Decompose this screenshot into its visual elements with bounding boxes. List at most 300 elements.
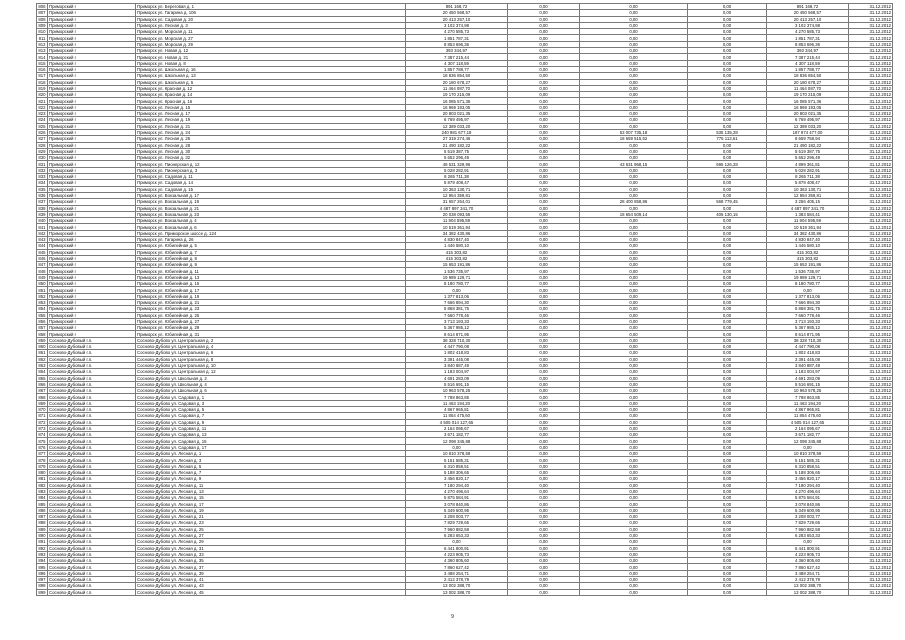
date-cell: 31.12.2012 (849, 92, 893, 98)
value-c-cell: 0,00 (580, 532, 688, 538)
value-c-cell: 0,00 (580, 551, 688, 557)
value-b-cell: 0,00 (508, 501, 580, 507)
value-e-cell: 34 382 430,86 (767, 230, 849, 236)
address-cell: Приморск ул. Садовая д. 11 (136, 174, 406, 180)
value-c-cell: 0,00 (580, 350, 688, 356)
district-cell: Приморский г (48, 16, 136, 22)
value-b-cell: 0,00 (508, 41, 580, 47)
value-a-cell: 18 836 854,50 (406, 73, 508, 79)
address-cell: Приморск ул. Юбилейная д. 15 (136, 281, 406, 287)
value-a-cell: 5 188 306,65 (406, 469, 508, 475)
address-cell: Приморск ул. Юбилейная д. 31 (136, 331, 406, 337)
value-a-cell: 10 810 378,59 (406, 451, 508, 457)
address-cell: Сосново-Дубово ул. Лесная д. 19 (136, 507, 406, 513)
value-c-cell: 0,00 (580, 463, 688, 469)
address-cell: Приморск ул. Юбилейная д. 17 (136, 287, 406, 293)
value-c-cell: 0,00 (580, 73, 688, 79)
value-a-cell: 16 085 571,36 (406, 98, 508, 104)
district-cell: Сосново-Дубовый г.п. (48, 362, 136, 368)
address-cell: Сосново-Дубово ул. Лесная д. 17 (136, 501, 406, 507)
value-d-cell: 0,00 (688, 274, 767, 280)
district-cell: Сосново-Дубовый г.п. (48, 564, 136, 570)
value-e-cell: 19 989 129,71 (767, 274, 849, 280)
date-cell: 31.12.2012 (849, 337, 893, 343)
date-cell: 31.12.2012 (849, 174, 893, 180)
date-cell: 31.12.2012 (849, 111, 893, 117)
value-d-cell: 0,00 (688, 192, 767, 198)
date-cell: 31.12.2012 (849, 129, 893, 135)
address-cell: Приморск ул. Новая д. 21 (136, 54, 406, 60)
address-cell: Сосново-Дубово ул. Школьная д. 6 (136, 388, 406, 394)
address-cell: Сосново-Дубово ул. Школьная д. 2 (136, 375, 406, 381)
value-e-cell: 1 802 418,83 (767, 350, 849, 356)
value-b-cell: 0,00 (508, 362, 580, 368)
value-c-cell: 0,00 (580, 413, 688, 419)
address-cell: Сосново-Дубово ул. Лесная д. 9 (136, 476, 406, 482)
address-cell: Приморск ул. Пионерская д. 3 (136, 167, 406, 173)
value-d-cell: 0,00 (688, 293, 767, 299)
value-e-cell: 5 188 306,65 (767, 469, 849, 475)
row-number: 867 (38, 388, 46, 394)
date-cell: 31.12.2012 (849, 117, 893, 123)
district-cell: Приморский г (48, 54, 136, 60)
row-number: 855 (38, 312, 46, 318)
address-cell: Приморск ул. Садовая д. 20 (136, 16, 406, 22)
district-cell: Сосново-Дубовый г.п. (48, 476, 136, 482)
page-number: 9 (451, 614, 454, 620)
district-cell: Приморский г (48, 325, 136, 331)
district-cell: Приморский г (48, 29, 136, 35)
value-b-cell: 0,00 (508, 54, 580, 60)
district-cell: Сосново-Дубовый г.п. (48, 551, 136, 557)
district-cell: Приморский г (48, 174, 136, 180)
date-cell: 31.12.2012 (849, 104, 893, 110)
address-cell: Сосново-Дубово ул. Лесная д. 7 (136, 469, 406, 475)
value-d-cell: 0,00 (688, 262, 767, 268)
value-a-cell: 4 447 790,08 (406, 344, 508, 350)
value-e-cell: 4 223 905,73 (767, 551, 849, 557)
value-d-cell: 0,00 (688, 495, 767, 501)
row-number: 836 (38, 193, 46, 199)
value-b-cell: 0,00 (508, 407, 580, 413)
value-a-cell: 4 270 496,64 (406, 488, 508, 494)
value-e-cell: 10 519 361,94 (767, 224, 849, 230)
row-number: 865 (38, 375, 46, 381)
district-cell: Приморский г (48, 293, 136, 299)
value-d-cell: 0,00 (688, 111, 767, 117)
district-cell: Сосново-Дубовый г.п. (48, 375, 136, 381)
value-c-cell: 0,00 (580, 98, 688, 104)
address-cell: Приморск ул. Вокзальная д. 4 (136, 218, 406, 224)
value-c-cell: 0,00 (580, 35, 688, 41)
value-b-cell: 0,00 (508, 375, 580, 381)
date-cell: 31.12.2012 (849, 444, 893, 450)
value-a-cell: 2 412 378,79 (406, 577, 508, 583)
date-cell: 31.12.2012 (849, 388, 893, 394)
district-cell: Сосново-Дубовый г.п. (48, 432, 136, 438)
district-cell: Сосново-Дубовый г.п. (48, 356, 136, 362)
address-cell: Приморск ул. Морская д. 29 (136, 41, 406, 47)
value-b-cell: 0,00 (508, 230, 580, 236)
date-cell: 31.12.2012 (849, 142, 893, 148)
value-a-cell: 4 691 283,09 (406, 375, 508, 381)
value-e-cell: 3 488 254,71 (767, 570, 849, 576)
value-a-cell: 5 519 387,75 (406, 148, 508, 154)
value-e-cell: 415 303,82 (767, 255, 849, 261)
value-a-cell: 415 303,82 (406, 255, 508, 261)
district-cell: Приморский г (48, 4, 136, 10)
date-cell: 31.12.2012 (849, 41, 893, 47)
value-e-cell: 12 954 359,81 (767, 192, 849, 198)
value-c-cell: 0,00 (580, 155, 688, 161)
value-a-cell: 5 652 296,49 (406, 155, 508, 161)
address-cell: Приморск ул. Юбилейная д. 11 (136, 268, 406, 274)
value-e-cell: 12 389 033,20 (767, 123, 849, 129)
row-number: 877 (38, 451, 46, 457)
value-c-cell: 0,00 (580, 400, 688, 406)
row-number: 848 (38, 268, 46, 274)
value-b-cell: 0,00 (508, 337, 580, 343)
value-c-cell: 0,00 (580, 243, 688, 249)
value-a-cell: 11 854 475,60 (406, 413, 508, 419)
value-c-cell: 0,00 (580, 29, 688, 35)
value-b-cell: 0,00 (508, 318, 580, 324)
value-b-cell: 0,00 (508, 469, 580, 475)
value-e-cell: 6 441 800,91 (767, 545, 849, 551)
value-d-cell: 0,00 (688, 142, 767, 148)
value-b-cell: 0,00 (508, 249, 580, 255)
value-a-cell: 5 875 584,91 (406, 495, 508, 501)
value-e-cell: 5 875 584,91 (767, 495, 849, 501)
value-b-cell: 0,00 (508, 117, 580, 123)
value-a-cell: 11 463 194,20 (406, 400, 508, 406)
address-cell: Сосново-Дубово ул. Садовая д. 9 (136, 419, 406, 425)
value-e-cell: 10 810 378,59 (767, 451, 849, 457)
value-a-cell: 48 531 329,96 (406, 161, 508, 167)
address-cell: Сосново-Дубово ул. Садовая д. 15 (136, 438, 406, 444)
row-number: 811 (37, 35, 48, 41)
address-cell: Приморск ул. Лесная д. 30 (136, 148, 406, 154)
date-cell: 31.12.2012 (849, 180, 893, 186)
district-cell: Сосново-Дубовый г.п. (48, 532, 136, 538)
value-e-cell: 5 652 296,49 (767, 155, 849, 161)
value-d-cell: 0,00 (688, 268, 767, 274)
row-number: 872 (38, 419, 46, 425)
date-cell: 31.12.2012 (849, 532, 893, 538)
value-d-cell: 0,00 (688, 54, 767, 60)
row-number: 821 (38, 98, 46, 104)
date-cell: 31.12.2012 (849, 344, 893, 350)
value-b-cell: 0,00 (508, 48, 580, 54)
date-cell: 31.12.2012 (849, 262, 893, 268)
value-c-cell: 18 659 515,52 (580, 136, 688, 142)
value-e-cell: 7 660 778,46 (767, 312, 849, 318)
value-d-cell: 0,00 (688, 312, 767, 318)
value-b-cell: 0,00 (508, 425, 580, 431)
row-number: 856 (38, 318, 46, 324)
value-c-cell: 53 007 735,18 (580, 129, 688, 135)
district-cell: Приморский г (48, 79, 136, 85)
date-cell: 31.12.2012 (849, 136, 893, 142)
value-c-cell: 0,00 (580, 469, 688, 475)
date-cell: 31.12.2012 (849, 230, 893, 236)
row-number: 812 (38, 41, 46, 47)
row-number: 862 (38, 356, 46, 362)
value-c-cell: 0,00 (580, 444, 688, 450)
value-e-cell: 1 857 788,77 (767, 66, 849, 72)
date-cell: 31.12.2012 (849, 243, 893, 249)
value-b-cell: 0,00 (508, 545, 580, 551)
address-cell: Сосново-Дубово ул. Центральная д. 8 (136, 356, 406, 362)
row-number: 808 (38, 16, 46, 22)
value-c-cell: 0,00 (580, 111, 688, 117)
district-cell: Сосново-Дубовый г.п. (48, 482, 136, 488)
address-cell: Сосново-Дубово ул. Садовая д. 11 (136, 425, 406, 431)
value-a-cell: 5 151 585,31 (406, 457, 508, 463)
row-number: 897 (38, 577, 46, 583)
value-d-cell: 0,00 (688, 438, 767, 444)
value-c-cell: 0,00 (580, 394, 688, 400)
value-a-cell: 0,00 (406, 539, 508, 545)
district-cell: Сосново-Дубовый г.п. (48, 589, 136, 595)
date-cell: 31.12.2012 (849, 325, 893, 331)
value-d-cell: 0,00 (688, 558, 767, 564)
district-cell: Сосново-Дубовый г.п. (48, 407, 136, 413)
date-cell: 31.12.2012 (849, 29, 893, 35)
value-e-cell: 4 899 361,81 (767, 161, 849, 167)
date-cell: 31.12.2012 (849, 73, 893, 79)
value-e-cell: 4 691 283,09 (767, 375, 849, 381)
row-number: 826 (38, 130, 46, 136)
value-b-cell: 0,00 (508, 155, 580, 161)
address-cell: Приморск ул. Гагарина д. 106 (136, 10, 406, 16)
district-cell: Приморский г (48, 117, 136, 123)
row-number: 894 (38, 558, 46, 564)
date-cell: 31.12.2012 (849, 457, 893, 463)
value-d-cell: 0,00 (688, 249, 767, 255)
address-cell: Сосново-Дубово ул. Лесная д. 15 (136, 495, 406, 501)
address-cell: Сосново-Дубово ул. Лесная д. 39 (136, 570, 406, 576)
row-number: 829 (38, 148, 46, 154)
address-cell: Приморск ул. Береговая д. 1 (136, 4, 406, 10)
value-e-cell: 20 180 678,27 (767, 79, 849, 85)
value-b-cell: 0,00 (508, 35, 580, 41)
row-number: 849 (38, 274, 46, 280)
value-a-cell: 3 078 840,86 (406, 501, 508, 507)
address-cell: Сосново-Дубово ул. Садовая д. 3 (136, 400, 406, 406)
value-d-cell: 0,00 (688, 41, 767, 47)
value-e-cell: 11 854 475,60 (767, 413, 849, 419)
value-a-cell: 10 963 578,25 (406, 388, 508, 394)
address-cell: Приморск ул. Лесная д. 15 (136, 104, 406, 110)
value-b-cell: 0,00 (508, 299, 580, 305)
address-cell: Сосново-Дубово ул. Лесная д. 43 (136, 583, 406, 589)
value-c-cell: 0,00 (580, 407, 688, 413)
value-c-cell: 0,00 (580, 79, 688, 85)
value-b-cell: 0,00 (508, 205, 580, 211)
row-number: 888 (38, 520, 46, 526)
row-number: 834 (38, 180, 46, 186)
value-b-cell: 0,00 (508, 60, 580, 66)
value-a-cell: 3 713 193,33 (406, 318, 508, 324)
value-b-cell: 0,00 (508, 243, 580, 249)
address-cell: Сосново-Дубово ул. Центральная д. 12 (136, 369, 406, 375)
date-cell: 31.12.2012 (849, 10, 893, 16)
address-cell: Сосново-Дубово ул. Лесная д. 1 (136, 451, 406, 457)
row-number: 874 (38, 432, 46, 438)
value-e-cell: 18 836 854,50 (767, 73, 849, 79)
value-d-cell: 695 126,28 (688, 161, 767, 167)
value-a-cell: 7 660 778,46 (406, 312, 508, 318)
value-e-cell: 3 840 887,49 (767, 362, 849, 368)
value-e-cell: 5 367 985,12 (767, 325, 849, 331)
row-number: 832 (38, 167, 46, 173)
value-b-cell: 0,00 (508, 583, 580, 589)
row-number: 892 (38, 545, 46, 551)
date-cell: 31.12.2012 (849, 66, 893, 72)
value-c-cell: 0,00 (580, 482, 688, 488)
row-number: 820 (38, 92, 46, 98)
value-d-cell: 0,00 (688, 4, 767, 10)
value-b-cell: 0,00 (508, 514, 580, 520)
row-number: 815 (38, 60, 46, 66)
date-cell: 31.12.2012 (849, 463, 893, 469)
date-cell: 31.12.2012 (849, 507, 893, 513)
value-e-cell: 1 183 004,97 (767, 369, 849, 375)
value-a-cell: 10 519 361,94 (406, 224, 508, 230)
value-b-cell: 0,00 (508, 192, 580, 198)
value-a-cell: 38 328 710,30 (406, 337, 508, 343)
value-b-cell: 0,00 (508, 123, 580, 129)
value-d-cell: 0,00 (688, 337, 767, 343)
value-a-cell: 7 788 863,85 (406, 394, 508, 400)
value-d-cell: 0,00 (688, 243, 767, 249)
table-body (37, 4, 893, 596)
address-cell: Сосново-Дубово ул. Лесная д. 25 (136, 526, 406, 532)
date-cell: 31.12.2012 (849, 22, 893, 28)
value-d-cell: 0,00 (688, 299, 767, 305)
value-c-cell: 0,00 (580, 218, 688, 224)
value-d-cell: 0,00 (688, 463, 767, 469)
address-cell: Приморск ул. Юбилейная д. 7 (136, 249, 406, 255)
value-d-cell: 0,00 (688, 388, 767, 394)
value-b-cell: 0,00 (508, 211, 580, 217)
value-a-cell: 2 164 095,67 (406, 425, 508, 431)
value-a-cell: 5 879 408,47 (406, 180, 508, 186)
date-cell: 31.12.2012 (849, 274, 893, 280)
date-cell: 31.12.2012 (849, 98, 893, 104)
row-number: 838 (38, 205, 46, 211)
value-a-cell: 6 441 800,91 (406, 545, 508, 551)
row-number: 881 (38, 476, 46, 482)
value-b-cell: 0,00 (508, 148, 580, 154)
date-cell: 31.12.2012 (849, 48, 893, 54)
value-e-cell: 7 960 882,58 (767, 526, 849, 532)
value-c-cell: 0,00 (580, 255, 688, 261)
value-e-cell: 5 151 585,31 (767, 457, 849, 463)
value-c-cell: 0,00 (580, 514, 688, 520)
value-e-cell: 21 490 182,22 (767, 142, 849, 148)
district-cell: Приморский г (48, 73, 136, 79)
address-cell: Сосново-Дубово ул. Лесная д. 13 (136, 488, 406, 494)
row-number: 885 (38, 501, 46, 507)
value-c-cell: 43 631 968,15 (580, 161, 688, 167)
district-cell: Приморский г (48, 205, 136, 211)
value-c-cell: 0,00 (580, 419, 688, 425)
address-cell: Сосново-Дубово ул. Центральная д. 4 (136, 344, 406, 350)
date-cell: 31.12.2012 (849, 249, 893, 255)
address-cell: Приморск ул. Лесная д. 17 (136, 111, 406, 117)
date-cell: 31.12.2012 (849, 558, 893, 564)
value-b-cell: 0,00 (508, 22, 580, 28)
row-number: 843 (38, 237, 46, 243)
address-cell: Приморск ул. Школьная д. 13 (136, 73, 406, 79)
date-cell: 31.12.2012 (849, 192, 893, 198)
row-number: 846 (38, 256, 46, 262)
district-cell: Сосново-Дубовый г.п. (48, 369, 136, 375)
value-d-cell: 0,00 (688, 375, 767, 381)
district-cell: Сосново-Дубовый г.п. (48, 388, 136, 394)
value-c-cell: 0,00 (580, 104, 688, 110)
value-d-cell: 0,00 (688, 10, 767, 16)
value-c-cell: 0,00 (580, 167, 688, 173)
value-d-cell: 0,00 (688, 123, 767, 129)
value-d-cell: 0,00 (688, 186, 767, 192)
district-cell: Сосново-Дубовый г.п. (48, 400, 136, 406)
value-d-cell: 0,00 (688, 520, 767, 526)
district-cell: Сосново-Дубовый г.п. (48, 451, 136, 457)
value-e-cell: 4 830 847,40 (767, 236, 849, 242)
district-cell: Приморский г (48, 186, 136, 192)
value-e-cell: 4 867 965,81 (767, 407, 849, 413)
value-c-cell: 0,00 (580, 299, 688, 305)
address-cell: Приморск ул. Юбилейная д. 27 (136, 318, 406, 324)
row-number: 880 (38, 470, 46, 476)
value-c-cell: 0,00 (580, 192, 688, 198)
district-cell: Приморский г (48, 281, 136, 287)
value-b-cell: 0,00 (508, 356, 580, 362)
row-number: 864 (38, 369, 46, 375)
value-e-cell: 7 788 863,85 (767, 394, 849, 400)
date-cell: 31.12.2012 (849, 186, 893, 192)
district-cell: Приморский г (48, 85, 136, 91)
district-cell: Приморский г (48, 211, 136, 217)
address-cell: Приморск ул. Морская д. 27 (136, 35, 406, 41)
date-cell: 31.12.2012 (849, 564, 893, 570)
address-cell: Приморск ул. Пионерская д. 12 (136, 161, 406, 167)
value-d-cell: 0,00 (688, 331, 767, 337)
row-number: 878 (38, 457, 46, 463)
date-cell: 31.12.2012 (849, 299, 893, 305)
value-d-cell: 0,00 (688, 469, 767, 475)
district-cell: Сосново-Дубовый г.п. (48, 463, 136, 469)
data-table (36, 3, 893, 596)
value-d-cell: 0,00 (688, 98, 767, 104)
value-d-cell: 0,00 (688, 73, 767, 79)
value-a-cell: 4 830 847,40 (406, 236, 508, 242)
row-number: 824 (38, 117, 46, 123)
value-c-cell: 0,00 (580, 274, 688, 280)
value-d-cell: 0,00 (688, 369, 767, 375)
value-b-cell: 0,00 (508, 79, 580, 85)
value-d-cell: 0,00 (688, 457, 767, 463)
date-cell: 31.12.2012 (849, 369, 893, 375)
value-b-cell: 0,00 (508, 488, 580, 494)
row-number: 870 (38, 407, 46, 413)
value-e-cell: 2 412 378,79 (767, 577, 849, 583)
value-a-cell: 11 904 595,59 (406, 218, 508, 224)
value-e-cell: 0,00 (767, 444, 849, 450)
